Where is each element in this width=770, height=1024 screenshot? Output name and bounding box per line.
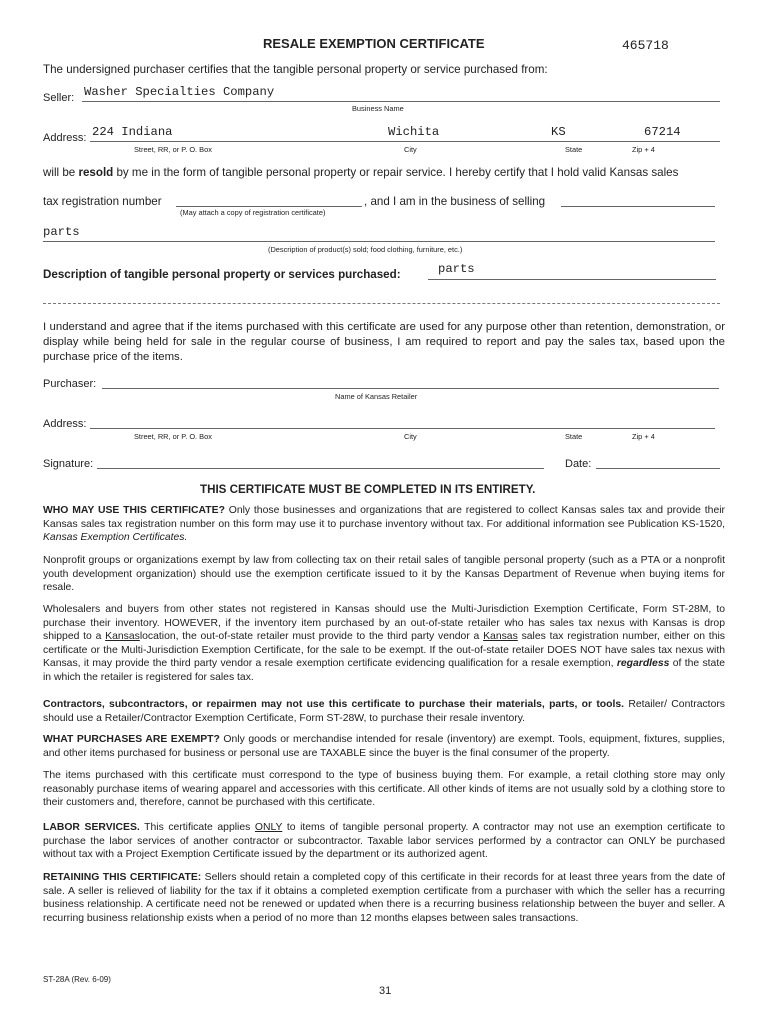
seller-street-field[interactable]: 224 Indiana	[92, 125, 173, 139]
purchased-field[interactable]: parts	[438, 262, 475, 276]
seller-zip-field[interactable]: 67214	[644, 125, 681, 139]
date-label: Date:	[565, 458, 592, 470]
business-name-caption: Business Name	[352, 104, 404, 113]
seller-zip-caption: Zip + 4	[632, 145, 655, 154]
purchased-line	[428, 279, 716, 280]
tax-registration-caption: (May attach a copy of registration certificate)	[180, 208, 326, 217]
seller-address-line	[90, 141, 720, 142]
nonprofit-paragraph: Nonprofit groups or organizations exempt by law from collecting tax on their retail sales of tangible personal property (such as a PTA or a nonprofit youth development organization) should use the exemption certificate issued to it by the Kansas Department of Revenue when buying items for resale.	[43, 555, 725, 593]
purchaser-city-caption: City	[404, 432, 417, 441]
products-sold-field[interactable]: parts	[43, 225, 80, 239]
retaining-paragraph: RETAINING THIS CERTIFICATE: Sellers should retain a completed copy of this certificate in their records for at least three years from the date of sale. A seller is relieved of liability for the tax if it obtains a completed exemption certificate from a purchaser with which the seller has a recurring business relationship. A certificate need not be renewed or updated when there is a recurring business relationship between the buyer and seller. A recurring business relationship exists when a period of no more than 12 months elapses between sales transactions.	[43, 872, 726, 924]
who-may-use-paragraph: WHO MAY USE THIS CERTIFICATE? Only those businesses and organizations that are registered to collect Kansas sales tax and provide their Kansas sales tax registration number on this form may use it to purchase inventory without tax. For additional information see Publication KS-1520, Kansas Exemption Certificates.	[43, 505, 725, 543]
seller-name-line	[82, 101, 720, 102]
must-complete-heading: THIS CERTIFICATE MUST BE COMPLETED IN ITS ENTIRETY.	[200, 483, 536, 496]
purchaser-state-caption: State	[565, 432, 583, 441]
agreement-text: I understand and agree that if the items purchased with this certificate are used for any purpose other than retention, demonstration, or display while being held for sale in the regular course of business, I am required to report and pay the sales tax, based upon the purchase price of the items.	[43, 321, 725, 363]
purchaser-street-caption: Street, RR, or P. O. Box	[134, 432, 212, 441]
date-field[interactable]	[596, 468, 720, 469]
purchased-line-2[interactable]	[43, 303, 720, 304]
purchaser-address-field[interactable]	[90, 428, 715, 429]
business-selling-field[interactable]	[561, 206, 715, 207]
seller-city-field[interactable]: Wichita	[388, 125, 440, 139]
seller-state-field[interactable]: KS	[551, 125, 566, 139]
business-selling-label: , and I am in the business of selling	[364, 195, 546, 208]
seller-city-caption: City	[404, 145, 417, 154]
tax-registration-label: tax registration number	[43, 195, 162, 208]
signature-field[interactable]	[97, 468, 544, 469]
form-title: RESALE EXEMPTION CERTIFICATE	[263, 36, 485, 51]
seller-address-label: Address:	[43, 132, 87, 144]
serial-number: 465718	[622, 38, 669, 53]
seller-name-field[interactable]: Washer Specialties Company	[84, 85, 275, 99]
seller-state-caption: State	[565, 145, 583, 154]
seller-street-caption: Street, RR, or P. O. Box	[134, 145, 212, 154]
purchased-label: Description of tangible personal property or services purchased:	[43, 268, 401, 281]
tax-registration-field[interactable]	[176, 206, 362, 207]
resold-statement: will be resold by me in the form of tangible personal property or repair service. I hereby certify that I hold valid Kansas sales	[43, 166, 679, 179]
wholesalers-paragraph: Wholesalers and buyers from other states not registered in Kansas should use the Multi-Jurisdiction Exemption Certificate, Form ST-28M, to purchase their inventory. HOWEVER, if the inventory item purchased by an out-of-state retailer who has sales tax nexus with Kansas is drop shipped to a Kansaslocation, the out-of-state retailer must provide to the third party vendor a Kansas sales tax registration number, either on this certificate or the Multi-Jurisdiction Exemption Certificate, for the sale to be exempt. If the out-of-state retailer DOES NOT have sales tax nexus with Kansas, it may provide the third party vendor a resale exemption certificate evidencing qualification for a resale exemption, regardless of the state in which the retailer is registered for sales tax.	[43, 604, 725, 683]
purchaser-name-caption: Name of Kansas Retailer	[335, 392, 418, 401]
form-number: ST-28A (Rev. 6-09)	[43, 975, 111, 984]
page-number: 31	[379, 985, 392, 997]
intro-text: The undersigned purchaser certifies that the tangible personal property or service purchased from:	[43, 63, 548, 76]
correspond-paragraph: The items purchased with this certificate must correspond to the type of business buying them. For example, a retail clothing store may only reasonably purchase items of wearing apparel and accessories with this certificate. All other kinds of items are not usually sold by a clothing store to their customers and, therefore, cannot be purchased with this certificate.	[43, 770, 725, 808]
purchaser-zip-caption: Zip + 4	[632, 432, 655, 441]
seller-label: Seller:	[43, 92, 75, 104]
labor-services-paragraph: LABOR SERVICES. This certificate applies ONLY to items of tangible personal property. A contractor may not use an exemption certificate to purchase the labor services of another contractor or subcontractor. Taxable labor services performed by a contractor can ONLY be purchased without tax with a Project Exemption Certificate issued by the department or its authorized agent.	[43, 822, 725, 860]
exempt-paragraph: WHAT PURCHASES ARE EXEMPT? Only goods or merchandise intended for resale (inventory) are exempt. Tools, equipment, fixtures, supplies, and other items purchased for business or personal use are TAXABLE since the buyer is the final consumer of the property.	[43, 734, 725, 759]
contractors-paragraph: Contractors, subcontractors, or repairmen may not use this certificate to purchase their materials, parts, or tools. Retailer/ Contractors should use a Retailer/Contractor Exemption Certificate, Form ST-28W, to purchase their resale inventory.	[43, 699, 726, 724]
products-sold-caption: (Description of product(s) sold; food clothing, furniture, etc.)	[268, 245, 463, 254]
purchaser-label: Purchaser:	[43, 378, 97, 390]
signature-label: Signature:	[43, 458, 94, 470]
products-sold-line	[43, 241, 715, 242]
purchaser-name-field[interactable]	[102, 388, 719, 389]
purchaser-address-label: Address:	[43, 418, 87, 430]
